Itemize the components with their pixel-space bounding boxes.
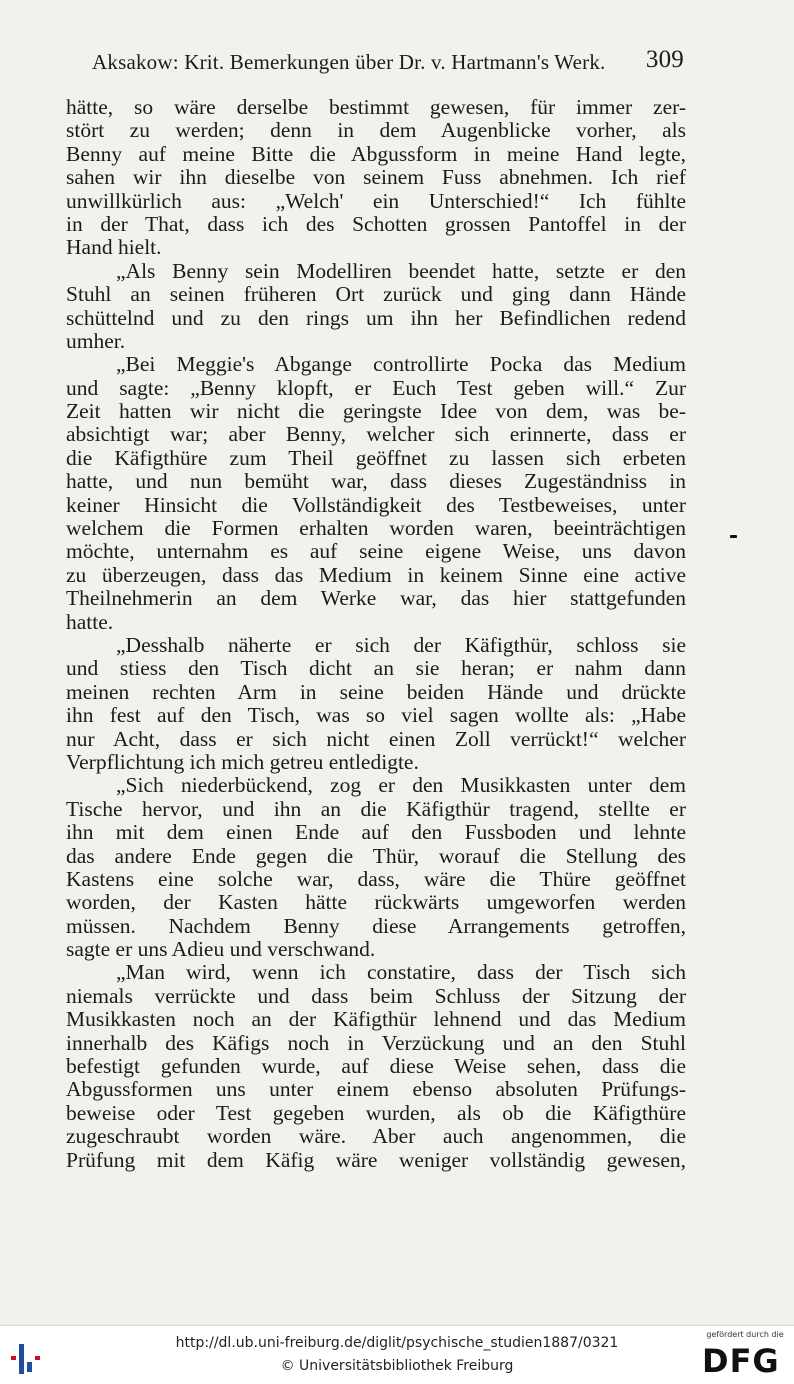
body-text [66,96,686,1172]
text-line: worden, der Kasten hätte rückwärts umgeworfen werden [66,890,686,915]
text-line: innerhalb des Käfigs noch in Verzückung und an den Stuhl [66,1030,686,1055]
text-line: befestigt gefunden wurde, auf diese Weise sehen, dass die [66,1054,686,1079]
text-line: „Als Benny sein Modelliren beendet hatte, setzte er den [116,258,686,283]
text-line: Kastens eine solche war, dass, wäre die Thüre geöffnet [66,866,686,891]
text-line: nur Acht, dass er sich nicht einen Zoll verrückt!“ welcher [66,726,686,751]
text-line: möchte, unternahm es auf seine eigene Weise, uns davon [66,539,686,564]
margin-mark [730,535,737,538]
text-line: ihn fest auf den Tisch, was so viel sagen wollte als: „Habe [66,703,686,728]
text-line: Verpflichtung ich mich getreu entledigte. [66,749,419,774]
text-line: hatte. [66,609,114,634]
text-line: und stiess den Tisch dicht an sie heran; er nahm dann [66,656,686,681]
text-line: keiner Hinsicht die Vollständigkeit des Testbeweises, unter [66,492,686,517]
running-title: Aksakow: Krit. Bemerkungen über Dr. v. Hartmann's Werk. [92,50,606,74]
page-number: 309 [645,46,684,73]
text-line: Hand hielt. [66,235,162,260]
text-line: „Desshalb näherte er sich der Käfigthür, schloss sie [116,632,686,657]
dfg-logo: DFG [702,1342,780,1380]
text-line: Musikkasten noch an der Käfigthür lehnend und das Medium [66,1007,686,1032]
text-line: und sagte: „Benny klopft, er Euch Test geben will.“ Zur [66,375,686,400]
text-line: welchem die Formen erhalten worden waren, beeinträchtigen [66,516,686,541]
text-line: das andere Ende gegen die Thür, worauf die Stellung des [66,843,686,868]
text-line: „Man wird, wenn ich constatire, dass der Tisch sich [116,960,686,985]
text-line: „Sich niederbückend, zog er den Musikkasten unter dem [116,773,686,798]
running-head [92,44,688,78]
text-line: sahen wir ihn dieselbe von seinem Fuss abnehmen. Ich rief [66,165,686,190]
funder-caption: gefördert durch die [706,1330,784,1339]
footer-bar [0,1325,794,1384]
text-line: umher. [66,328,126,353]
text-line: niemals verrückte und dass beim Schluss der Sitzung der [66,983,686,1008]
text-line: beweise oder Test gegeben wurden, als ob die Käfigthüre [66,1100,686,1125]
source-url[interactable]: http://dl.ub.uni-freiburg.de/diglit/psychische_studien1887/0321 [175,1335,619,1351]
text-line: hätte, so wäre derselbe bestimmt gewesen, für immer zer- [66,95,686,119]
text-line: unwillkürlich aus: „Welch' ein Unterschied!“ Ich fühlte [66,188,686,213]
text-line: stört zu werden; denn in dem Augenblicke vorher, als [66,118,686,143]
text-line: Stuhl an seinen früheren Ort zurück und ging dann Hände [66,282,686,307]
text-line: ihn mit dem einen Ende auf den Fussboden und lehnte [66,820,686,845]
funder-block [700,1330,790,1382]
text-line: Zeit hatten wir nicht die geringste Idee von dem, was be- [66,399,686,424]
text-line: meinen rechten Arm in seine beiden Hände und drückte [66,679,686,704]
text-line: absichtigt war; aber Benny, welcher sich erinnerte, dass er [66,422,686,447]
text-line: sagte er uns Adieu und verschwand. [66,937,376,962]
text-line: „Bei Meggie's Abgange controllirte Pocka das Medium [116,352,686,377]
text-line: müssen. Nachdem Benny diese Arrangements getroffen, [66,913,686,938]
text-line: Tische hervor, und ihn an die Käfigthür tragend, stellte er [66,796,686,821]
text-line: die Käfigthüre zum Theil geöffnet zu lassen sich erbeten [66,445,686,470]
text-line: Theilnehmerin an dem Werke war, das hier stattgefunden [66,586,686,611]
text-line: hatte, und nun bemüht war, dass dieses Zugeständniss in [66,469,686,494]
text-line: Prüfung mit dem Käfig wäre weniger vollständig gewesen, [66,1147,686,1172]
text-line: Benny auf meine Bitte die Abgussform in meine Hand legte, [66,141,686,166]
copyright-notice: © Universitätsbibliothek Freiburg [280,1358,514,1374]
text-line: zu überzeugen, dass das Medium in keinem Sinne eine active [66,562,686,587]
text-line: zugeschraubt worden wäre. Aber auch angenommen, die [66,1124,686,1149]
text-line: in der That, dass ich des Schotten grossen Pantoffel in der [66,211,686,236]
text-line: Abgussformen uns unter einem ebenso absoluten Prüfungs- [66,1077,686,1102]
text-line: schüttelnd und zu den rings um ihn her Befindlichen redend [66,305,686,330]
